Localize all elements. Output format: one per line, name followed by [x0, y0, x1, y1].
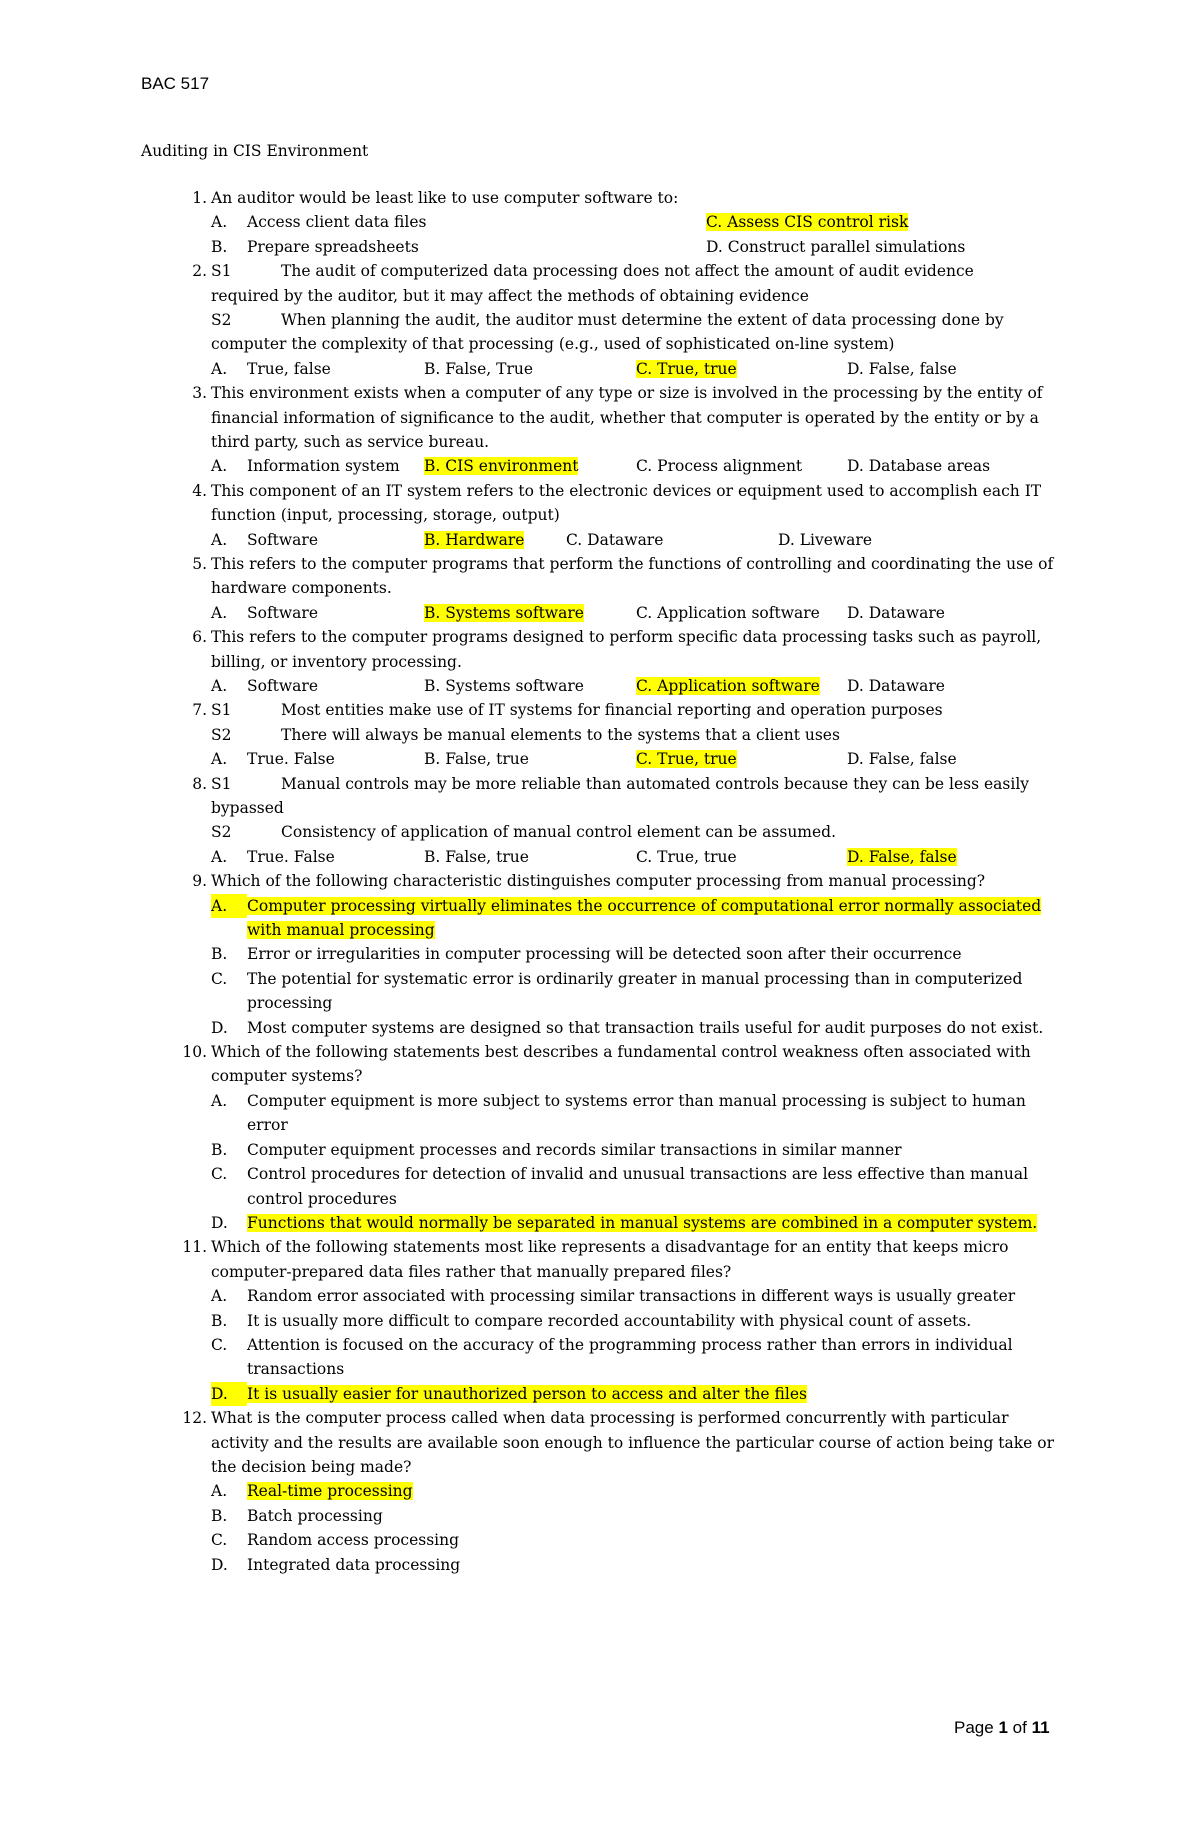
options-row [141, 601, 1071, 625]
options-row [141, 845, 1071, 869]
option-b-answer: B. CIS environment [424, 457, 579, 476]
option-d: D. Liveware [778, 530, 872, 549]
question-text: This refers to the computer programs designed to perform specific data processing tasks such as payroll, billing, or inventory processing. [211, 628, 1042, 671]
option-b: B. Systems software [424, 677, 584, 696]
question-text: This environment exists when a computer of any type or size is involved in the processing by the entity of financial information of significance to the audit, whether that computer is operated by the entity or by a third party, such as service bureau. [211, 384, 1043, 452]
option-b-answer: B. Hardware [424, 530, 525, 549]
question-text: An auditor would be least like to use computer software to: [211, 189, 679, 207]
option-b: B. It is usually more difficult to compare recorded accountability with physical count of assets. [211, 1311, 972, 1330]
question-number: 7. [192, 701, 207, 720]
question-number: 9. [192, 872, 207, 891]
question-text: This refers to the computer programs that perform the functions of controlling and coordinating the use of hardware components. [211, 555, 1054, 598]
option-d-answer: D. It is usually easier for unauthorized person to access and alter the files [141, 1382, 1071, 1406]
options-row [141, 747, 1071, 771]
question-number: 11. [182, 1238, 207, 1257]
question-text: What is the computer process called when data processing is performed concurrently with particular activity and the results are available soon enough to influence the particular course of action being take or the decision being made? [211, 1409, 1055, 1476]
option-c: C. Dataware [566, 530, 664, 549]
question-number: 5. [192, 555, 207, 574]
options-row [141, 454, 1071, 478]
options-row [141, 210, 1071, 234]
option-a: A. Software [211, 677, 319, 696]
option-d: D. Integrated data processing [211, 1555, 461, 1574]
question-8 [141, 772, 1071, 796]
option-b: B. Batch processing [211, 1506, 383, 1525]
question-6 [141, 625, 1071, 674]
question-9 [141, 869, 1071, 893]
question-2 [141, 259, 1071, 283]
option-b: B. False, True [424, 359, 534, 378]
option-b: B. False, true [424, 847, 529, 866]
question-4 [141, 479, 1071, 528]
question-12 [141, 1406, 1071, 1479]
question-number: 6. [192, 628, 207, 647]
option-d: D. Dataware [847, 603, 945, 622]
statement-tag: S1 [211, 262, 232, 281]
page-number: Page 1 of 11 [954, 1718, 1050, 1737]
question-number: 1. [192, 189, 207, 207]
course-code: BAC 517 [141, 74, 210, 93]
question-10 [141, 1040, 1071, 1089]
statement-text: Manual controls may be more reliable than automated controls because they can be less easily [281, 774, 1030, 793]
option-c-answer: C. Application software [636, 677, 820, 696]
option-c: C. Application software [636, 603, 820, 622]
statement-continuation: required by the auditor, but it may affect the methods of obtaining evidence [211, 286, 809, 305]
option-b: B. Prepare spreadsheets [211, 237, 419, 256]
statement-tag: S1 [211, 774, 232, 793]
question-11 [141, 1235, 1071, 1284]
statement-text: The audit of computerized data processing does not affect the amount of audit evidence [281, 262, 974, 281]
option-a: A. Computer equipment is more subject to systems error than manual processing is subject to human error [211, 1091, 1026, 1135]
statement-2: S2 Consistency of application of manual control element can be assumed. [211, 823, 837, 842]
statement-continuation: computer the complexity of that processing (e.g., used of sophisticated on-line system) [211, 335, 895, 354]
document-title: Auditing in CIS Environment [141, 142, 369, 160]
statement-text: Most entities make use of IT systems for financial reporting and operation purposes [281, 701, 943, 720]
question-text: Which of the following statements most like represents a disadvantage for an entity that keeps micro computer-prepared data files rather that manually prepared files? [211, 1238, 1009, 1281]
options-row [141, 235, 1071, 259]
question-number: 4. [192, 481, 207, 500]
option-d: D. Database areas [847, 457, 991, 476]
options-row [141, 528, 1071, 552]
option-b-answer: B. Systems software [424, 603, 584, 622]
option-a: A. Information system [211, 457, 400, 476]
question-number: 8. [192, 774, 207, 793]
option-a: A. True, false [211, 359, 331, 378]
question-5 [141, 552, 1071, 601]
option-a-answer: A. Computer processing virtually eliminates the occurrence of computational error normally associated with manual processing [141, 894, 1071, 943]
question-number: 10. [182, 1043, 207, 1062]
statement-2: S2 When planning the audit, the auditor must determine the extent of data processing done by [211, 311, 1004, 329]
question-text: This component of an IT system refers to the electronic devices or equipment used to accomplish each IT function (input, processing, storage, output) [211, 481, 1042, 525]
option-a: A. Access client data files [211, 213, 427, 232]
option-a: A. Software [211, 530, 319, 549]
option-c: C. Random access processing [211, 1531, 460, 1550]
option-d: D. False, false [847, 359, 957, 378]
question-text: Which of the following characteristic distinguishes computer processing from manual processing? [211, 872, 986, 891]
statement-continuation: bypassed [211, 799, 284, 818]
question-3 [141, 381, 1071, 454]
option-d: D. Dataware [847, 677, 945, 696]
option-d: D. Most computer systems are designed so that transaction trails useful for audit purposes do not exist. [211, 1018, 1044, 1037]
option-a: A. Random error associated with processing similar transactions in different ways is usually greater [211, 1287, 1016, 1306]
question-text: Which of the following statements best describes a fundamental control weakness often associated with computer systems? [211, 1043, 1031, 1086]
question-list [141, 186, 1071, 1577]
option-d: D. Construct parallel simulations [706, 237, 966, 256]
option-c-answer: C. True, true [636, 359, 737, 378]
options-row [141, 674, 1071, 698]
option-d-answer: D. Functions that would normally be separated in manual systems are combined in a computer system. [211, 1213, 1038, 1232]
option-c: C. True, true [636, 847, 737, 866]
option-a: A. True. False [211, 847, 335, 866]
option-b: B. False, true [424, 750, 529, 769]
option-d: D. False, false [847, 750, 957, 769]
option-c: C. Attention is focused on the accuracy of the programming process rather than errors in individual transactions [211, 1335, 1013, 1379]
question-number: 12. [182, 1409, 207, 1428]
option-a-answer: A. Real-time processing [211, 1482, 413, 1501]
option-d-answer: D. False, false [847, 847, 957, 866]
option-c: C. The potential for systematic error is ordinarily greater in manual processing than in computerized processing [211, 969, 1023, 1013]
option-a: A. Software [211, 603, 319, 622]
options-row [141, 357, 1071, 381]
question-number: 2. [192, 262, 207, 281]
option-b: B. Computer equipment processes and records similar transactions in similar manner [211, 1140, 902, 1159]
statement-tag: S1 [211, 701, 232, 720]
question-1 [141, 186, 1071, 210]
option-c: C. Control procedures for detection of invalid and unusual transactions are less effective than manual control procedures [211, 1165, 1029, 1208]
option-a: A. True. False [211, 750, 335, 769]
option-c: C. Process alignment [636, 457, 803, 476]
option-c-answer: C. Assess CIS control risk [706, 213, 909, 232]
option-c-answer: C. True, true [636, 750, 737, 769]
option-b: B. Error or irregularities in computer processing will be detected soon after their occurrence [211, 945, 962, 964]
question-7 [141, 698, 1071, 722]
statement-2: S2 There will always be manual elements to the systems that a client uses [211, 725, 840, 744]
question-number: 3. [192, 384, 207, 403]
